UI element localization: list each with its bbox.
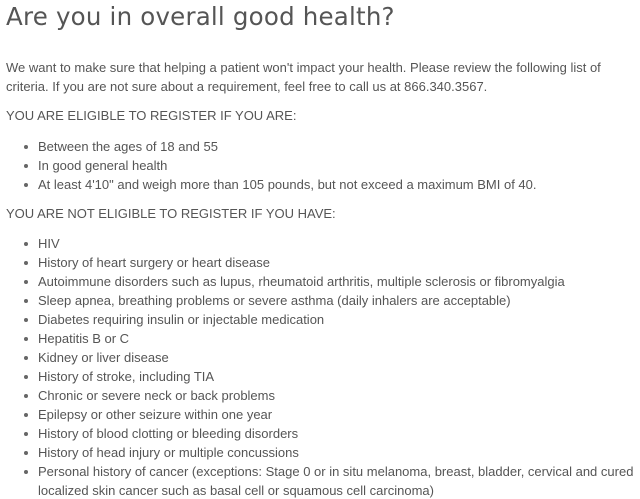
list-item-text: Sleep apnea, breathing problems or severe asthma (daily inhalers are acceptable) [38,293,511,308]
not-eligible-heading: YOU ARE NOT ELIGIBLE TO REGISTER IF YOU HAVE: [6,206,336,221]
list-item-text: Kidney or liver disease [38,350,169,365]
list-item-text: Between the ages of 18 and 55 [38,139,218,154]
list-item [0,175,640,194]
list-item [0,310,640,329]
list-item [0,272,640,291]
eligible-list [0,137,640,194]
list-item [0,405,640,424]
eligible-heading: YOU ARE ELIGIBLE TO REGISTER IF YOU ARE: [6,108,297,123]
bullet-icon [24,261,28,265]
list-item-text: Hepatitis B or C [38,331,130,346]
intro-paragraph: We want to make sure that helping a patient won't impact your health. Please review the following list of criteria. If you are not sure about a requirement, feel free to call us at 866.340.3567. [6,60,601,94]
list-item [0,137,640,156]
list-item-text: History of head injury or multiple concussions [38,445,299,460]
not-eligible-list [0,234,640,499]
list-item-text: History of stroke, including TIA [38,369,215,384]
list-item [0,329,640,348]
bullet-icon [24,432,28,436]
list-item [0,291,640,310]
bullet-icon [24,375,28,379]
bullet-icon [24,337,28,341]
bullet-icon [24,356,28,360]
list-item-text: History of blood clotting or bleeding disorders [38,426,299,441]
list-item [0,386,640,405]
list-item-text: HIV [38,236,60,251]
bullet-icon [24,413,28,417]
bullet-icon [24,451,28,455]
list-item [0,424,640,443]
bullet-icon [24,280,28,284]
list-item-text: History of heart surgery or heart disease [38,255,270,270]
bullet-icon [24,299,28,303]
bullet-icon [24,183,28,187]
list-item-text: Diabetes requiring insulin or injectable medication [38,312,325,327]
list-item-text: Personal history of cancer (exceptions: Stage 0 or in situ melanoma, breast, bladder, cervical and cured localized skin cancer such as basal cell or squamous cell carcinoma) [38,464,634,498]
list-item [0,253,640,272]
list-item [0,462,640,499]
list-item [0,367,640,386]
list-item-text: Autoimmune disorders such as lupus, rheumatoid arthritis, multiple sclerosis or fibromyalgia [38,274,565,289]
bullet-icon [24,242,28,246]
list-item [0,156,640,175]
list-item-text: Epilepsy or other seizure within one year [38,407,273,422]
list-item-text: In good general health [38,158,168,173]
list-item-text: At least 4'10" and weigh more than 105 pounds, but not exceed a maximum BMI of 40. [38,177,537,192]
bullet-icon [24,145,28,149]
bullet-icon [24,164,28,168]
list-item [0,443,640,462]
bullet-icon [24,394,28,398]
list-item [0,348,640,367]
bullet-icon [24,318,28,322]
list-item [0,234,640,253]
list-item-text: Chronic or severe neck or back problems [38,388,275,403]
page-title: Are you in overall good health? [6,2,395,31]
bullet-icon [24,470,28,474]
